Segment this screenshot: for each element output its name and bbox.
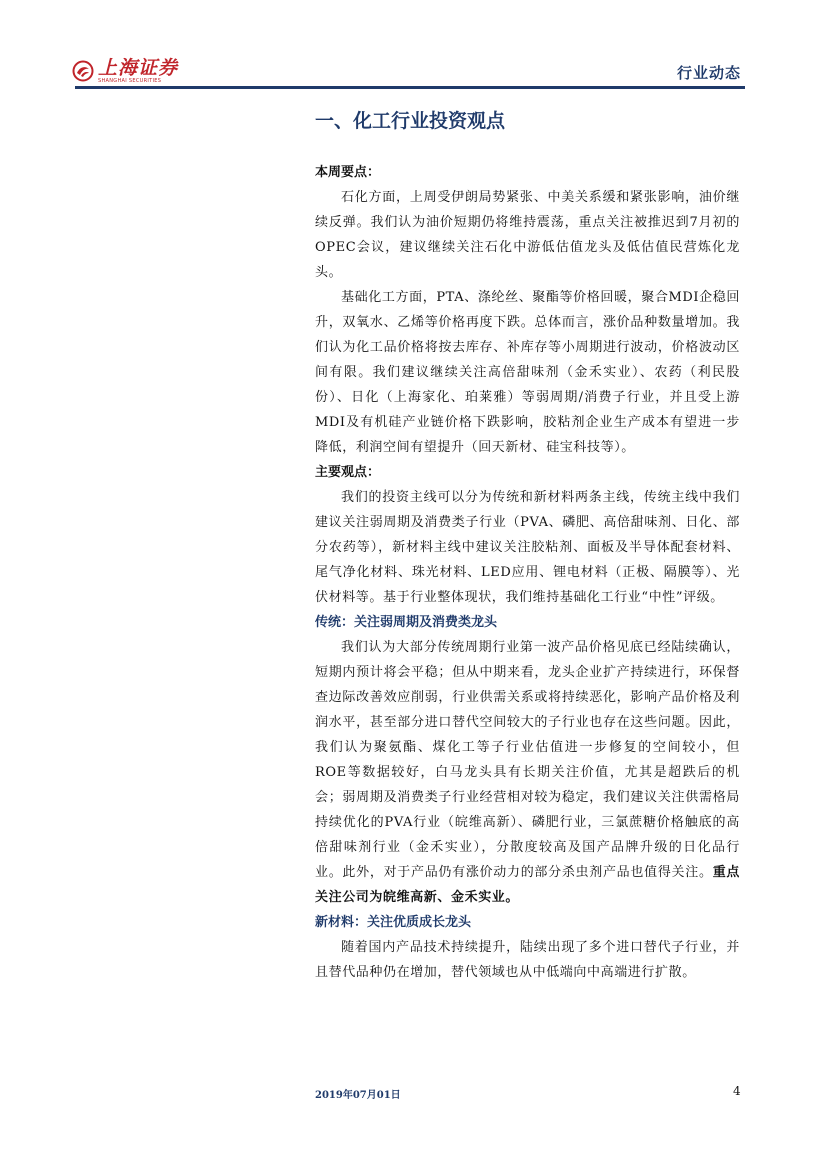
new-material-heading: 新材料：关注优质成长龙头 — [315, 915, 472, 930]
section-title: 一、化工行业投资观点 — [315, 110, 506, 132]
weekly-para-basic-chem: 基础化工方面，PTA、涤纶丝、聚酯等价格回暖，聚合MDI企稳回升，双氧水、乙烯等价格再度下跌。总体而言，涨价品种数量增加。我们认为化工品价格将按去库存、补库存等小周期进行波动，价格波动区间有限。我们建议继续关注高倍甜味剂（金禾实业）、农药（利民股份）、日化（上海家化、珀莱雅）等弱周期/消费子行业，并且受上游MDI及有机硅产业链价格下跌影响，胶粘剂企业生产成本有望进一步降低，利润空间有望提升（回天新材、硅宝科技等）。 — [315, 290, 740, 455]
header-divider — [75, 86, 745, 89]
weekly-para-petrochem: 石化方面，上周受伊朗局势紧张、中美关系缓和紧张影响，油价继续反弹。我们认为油价短期仍将维持震荡，重点关注被推迟到7月初的OPEC会议，建议继续关注石化中游低估值龙头及低估值民营炼化龙头。 — [315, 190, 740, 280]
logo-en-text: SHANGHAI SECURITIES — [98, 78, 162, 84]
page-number: 4 — [733, 1084, 741, 1098]
traditional-para-text: 我们认为大部分传统周期行业第一波产品价格见底已经陆续确认，短期内预计将会平稳；但从中期来看，龙头企业扩产持续进行，环保督查边际改善效应削弱，行业供需关系或将持续恶化，影响产品价格及利润水平，甚至部分进口替代空间较大的子行业也存在这些问题。因此，我们认为聚氨酯、煤化工等子行业估值进一步修复的空间较小，但ROE等数据较好，白马龙头具有长期关注价值，尤其是超跌后的机会；弱周期及消费类子行业经营相对较为稳定，我们建议关注供需格局持续优化的PVA行业（皖维高新）、磷肥行业，三氯蔗糖价格触底的高倍甜味剂行业（金禾实业），分散度较高及国产品牌升级的日化品行业。此外，对于产品仍有涨价动力的部分杀虫剂产品也值得关注。 — [315, 640, 740, 880]
main-content — [315, 100, 740, 985]
main-view-heading: 主要观点： — [315, 465, 381, 480]
traditional-para — [315, 635, 740, 910]
report-type-label: 行业动态 — [676, 64, 741, 82]
logo-cn-text: 上海证券 — [98, 57, 179, 79]
weekly-heading: 本周要点： — [315, 165, 381, 180]
traditional-emphasis: 重点关注公司为皖维高新、金禾实业。 — [315, 865, 741, 905]
main-view-para: 我们的投资主线可以分为传统和新材料两条主线，传统主线中我们建议关注弱周期及消费类子行业（PVA、磷肥、高倍甜味剂、日化、部分农药等），新材料主线中建议关注胶粘剂、面板及半导体配套材料、尾气净化材料、珠光材料、LED应用、锂电材料（正极、隔膜等）、光伏材料等。基于行业整体现状，我们维持基础化工行业“中性”评级。 — [315, 490, 740, 605]
new-material-para: 随着国内产品技术持续提升，陆续出现了多个进口替代子行业，并且替代品种仍在增加，替代领域也从中低端向中高端进行扩散。 — [315, 940, 740, 980]
company-logo — [72, 58, 178, 84]
logo-emblem-icon — [72, 60, 94, 82]
traditional-heading: 传统：关注弱周期及消费类龙头 — [315, 615, 498, 630]
footer-date: 2019年07月01日 — [315, 1090, 401, 1101]
